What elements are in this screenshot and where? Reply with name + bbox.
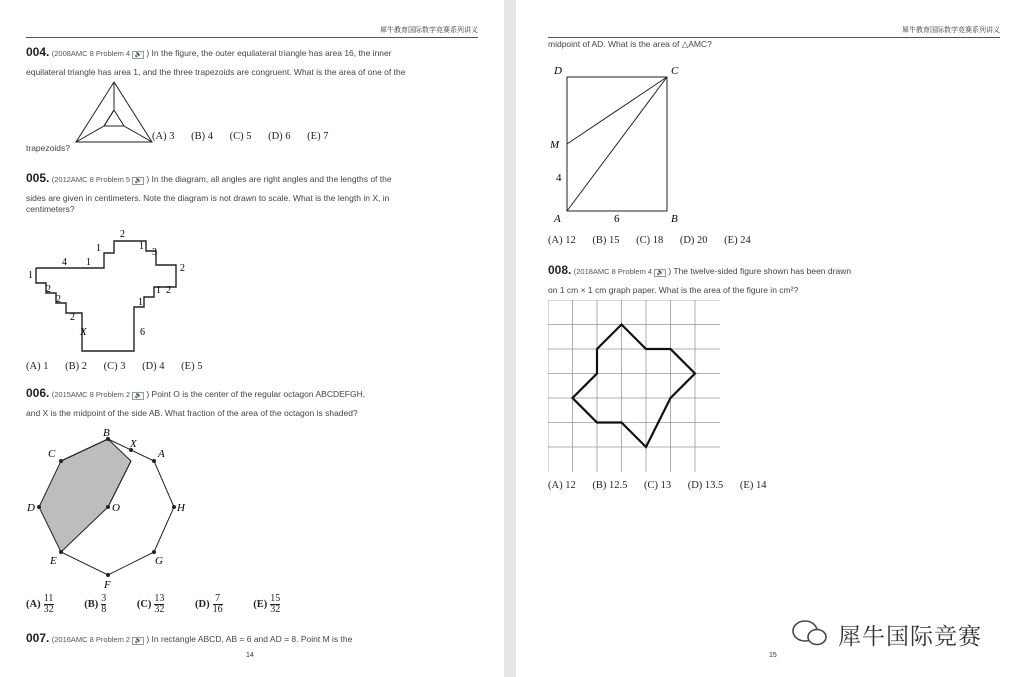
audio-icon[interactable]: 🔊 (134, 638, 142, 644)
problem-005 (26, 170, 486, 224)
choice-c[interactable]: (C) 3 (103, 361, 126, 372)
choice-e[interactable]: (E) 24 (724, 235, 751, 246)
choice-c[interactable]: (C) 5 (229, 131, 252, 142)
vertex-b: B (671, 213, 678, 225)
page-number: 14 (246, 652, 254, 659)
problem-text: ) Point O is the center of the regular octagon ABCDEFGH, (146, 389, 366, 399)
dim-label: 1 (138, 297, 143, 308)
length-label: 6 (614, 213, 620, 225)
dim-label-x: X (80, 326, 87, 338)
choice-d[interactable]: (D) 6 (268, 131, 291, 142)
answer-choices (548, 480, 780, 491)
grid-figure (548, 300, 723, 475)
choice-e[interactable]: (E) $\frac{15}{32}$ (253, 593, 281, 615)
problem-text: ) In the diagram, all angles are right angles and the lengths of the (146, 174, 392, 184)
choice-b[interactable]: (B) 2 (65, 361, 87, 372)
page-header: 犀牛教育国际数学竞赛系列讲义 (548, 25, 1000, 38)
problem-number: 007. (26, 631, 50, 645)
answer-choices (26, 361, 216, 372)
choice-c[interactable]: (C) 13 (643, 480, 672, 491)
audio-icon[interactable]: 🔊 (134, 52, 142, 58)
dim-label: 2 (180, 263, 185, 274)
vertex-h: H (177, 502, 185, 514)
vertex-b: B (103, 427, 110, 439)
rectangle-figure (546, 60, 706, 230)
vertex-g: G (155, 555, 163, 567)
audio-icon[interactable]: 🔊 (134, 178, 142, 184)
choice-d[interactable]: (D) 20 (679, 235, 708, 246)
choice-b[interactable]: (B) $\frac{3}{8}$ (84, 593, 107, 615)
dim-label: 2 (70, 312, 75, 323)
problem-text: ) In the figure, the outer equilateral triangle has area 16, the inner (146, 48, 392, 58)
problem-source: (2012AMC 8 Problem 5 (51, 175, 131, 184)
vertex-c: C (48, 448, 56, 460)
dim-label: 2 (166, 285, 171, 296)
dim-label: 4 (62, 257, 67, 268)
dim-label: 1 (28, 270, 33, 281)
triangle-figure (74, 80, 154, 144)
vertex-a: A (158, 448, 165, 460)
staircase-figure (22, 225, 197, 355)
choice-a[interactable]: (A) 12 (548, 480, 576, 491)
problem-text: on 1 cm × 1 cm graph paper. What is the area of the figure in cm²? (548, 285, 799, 295)
problem-text: equilateral triangle has area 1, and the three trapezoids are congruent. What is the area of one of the (26, 67, 406, 77)
problem-text: sides are given in centimeters. Note the diagram is not drawn to scale. What is the length in X, in (26, 193, 390, 203)
dim-label: 1 (139, 241, 144, 252)
problem-004 (26, 44, 486, 81)
choice-e[interactable]: (E) 7 (307, 131, 329, 142)
vertex-d: D (554, 65, 562, 77)
choice-c[interactable]: (C) $\frac{13}{32}$ (136, 593, 165, 615)
problem-text: and X is the midpoint of the side AB. What fraction of the area of the octagon is shaded? (26, 408, 358, 418)
choice-e[interactable]: (E) 14 (739, 480, 767, 491)
vertex-d: D (27, 502, 35, 514)
choice-d[interactable]: (D) $\frac{7}{16}$ (195, 593, 223, 615)
problem-text: ) The twelve-sided figure shown has been drawn (668, 266, 852, 276)
problem-text: trapezoids? (26, 143, 70, 153)
length-label: 4 (556, 172, 562, 184)
problem-006 (26, 385, 486, 422)
choice-a[interactable]: (A) 1 (26, 361, 49, 372)
choice-a[interactable]: (A) 3 (152, 131, 175, 142)
problem-number: 005. (26, 171, 50, 185)
problem-008 (548, 262, 1000, 299)
center-o: O (112, 502, 120, 514)
problem-source: (2016AMC 8 Problem 2 (51, 635, 131, 644)
dim-label: 2 (56, 294, 61, 305)
problem-source: (2018AMC 8 Problem 4 (573, 267, 653, 276)
page-number: 15 (769, 652, 777, 659)
dim-label: 2 (120, 229, 125, 240)
answer-choices (152, 131, 342, 142)
dim-label: 1 (156, 285, 161, 296)
dim-label: 2 (46, 284, 51, 295)
left-page (0, 0, 504, 677)
problem-number: 006. (26, 386, 50, 400)
choice-b[interactable]: (B) 4 (191, 131, 213, 142)
vertex-m: M (550, 139, 560, 151)
problem-source: (2008AMC 8 Problem 4 (51, 49, 131, 58)
choice-b[interactable]: (B) 15 (592, 235, 620, 246)
problem-text: midpoint of AD. What is the area of △AMC? (548, 39, 712, 49)
dim-label: 1 (86, 257, 91, 268)
dim-label: 1 (96, 243, 101, 254)
answer-choices (26, 594, 308, 615)
problem-source: (2015AMC 8 Problem 2 (51, 390, 131, 399)
vertex-f: F (104, 579, 111, 590)
dim-label: 6 (140, 327, 145, 338)
octagon-figure (24, 425, 194, 590)
choice-d[interactable]: (D) 13.5 (687, 480, 724, 491)
choice-e[interactable]: (E) 5 (181, 361, 203, 372)
problem-text: ) In rectangle ABCD, AB = 6 and AD = 8. Point M is the (146, 634, 353, 644)
choice-d[interactable]: (D) 4 (142, 361, 165, 372)
watermark-text: 犀牛国际竞赛 (838, 624, 982, 650)
problem-number: 004. (26, 45, 50, 59)
dim-label: 3 (152, 247, 157, 258)
problem-text: centimeters? (26, 204, 75, 214)
problem-number: 008. (548, 263, 572, 277)
choice-c[interactable]: (C) 18 (636, 235, 664, 246)
vertex-a: A (554, 213, 561, 225)
choice-a[interactable]: (A) $\frac{11}{32}$ (26, 593, 54, 615)
wechat-logo-icon (790, 618, 830, 648)
audio-icon[interactable]: 🔊 (656, 270, 664, 276)
problem-007 (26, 630, 486, 650)
right-page (516, 0, 1024, 677)
page-header: 犀牛教育国际数学竞赛系列讲义 (26, 25, 478, 38)
choice-b[interactable]: (B) 12.5 (592, 480, 628, 491)
midpoint-x: X (130, 438, 137, 450)
audio-icon[interactable]: 🔊 (134, 393, 142, 399)
choice-a[interactable]: (A) 12 (548, 235, 576, 246)
answer-choices (548, 235, 765, 246)
vertex-e: E (50, 555, 57, 567)
vertex-c: C (671, 65, 679, 77)
